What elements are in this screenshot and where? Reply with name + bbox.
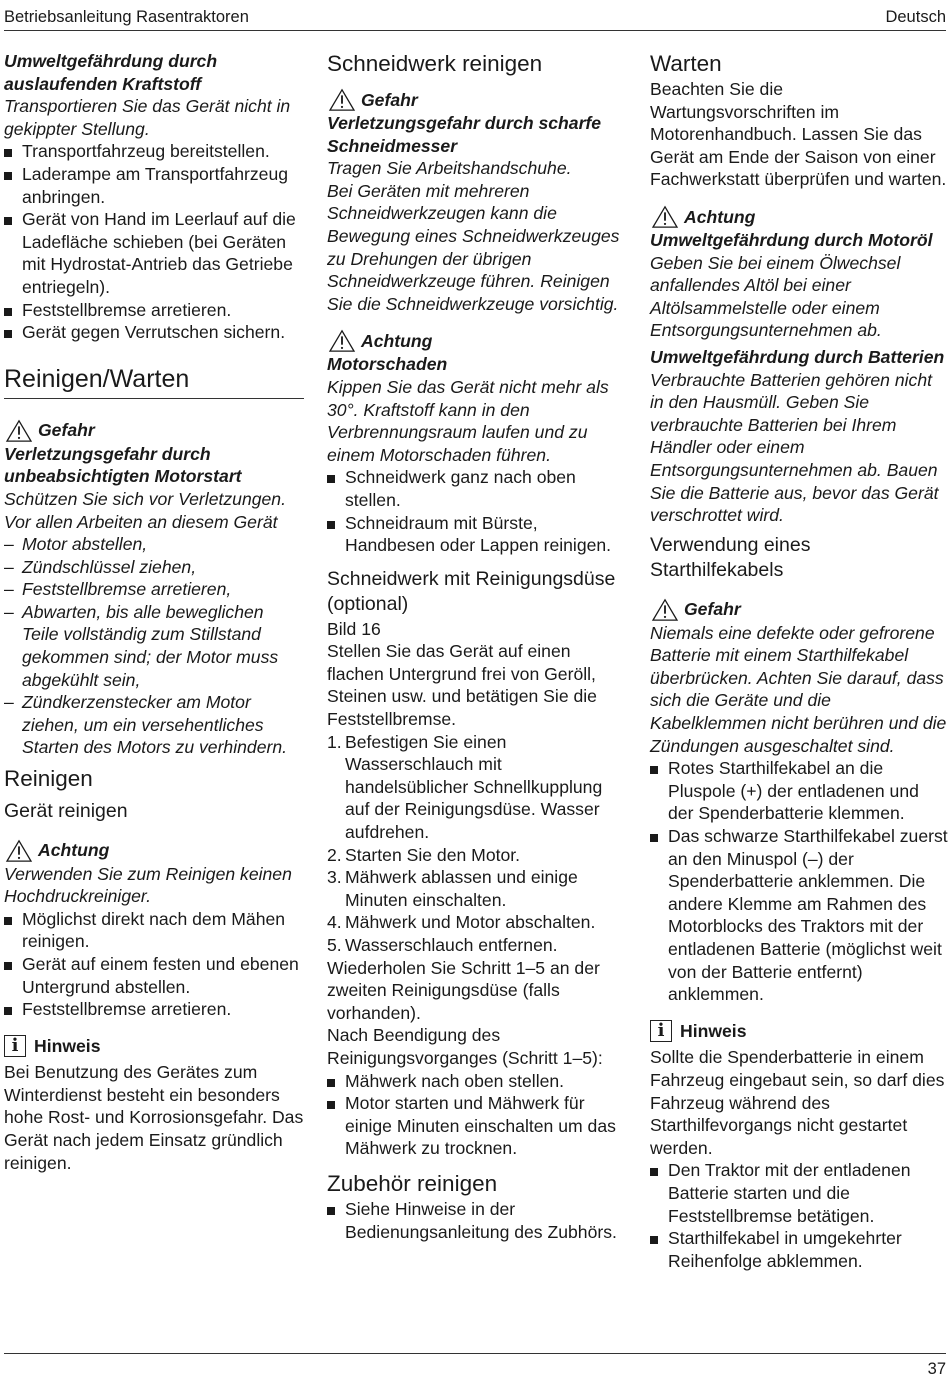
- danger-text: Schützen Sie sich vor Verletzungen. Vor allen Arbeiten an diesem Gerät: [4, 488, 286, 532]
- list-item: – Zündkerzenstecker am Motor ziehen, um ein versehentliches Starten des Motors zu verhindern.: [4, 691, 304, 759]
- caution-sign: [4, 839, 304, 863]
- nozzle-intro: Stellen Sie das Gerät auf einen flachen Untergrund frei von Geröll, Steinen usw. und betätigen Sie die Feststellbremse.: [327, 641, 597, 730]
- transport-list: [4, 140, 304, 343]
- list-item: Siehe Hinweise in der Bedienungsanleitung des Zubhörs.: [327, 1198, 627, 1243]
- list-item: 1. Befestigen Sie einen Wasserschlauch mit handelsüblicher Schnellkupplung auf der Reinigungsdüse. Wasser aufdrehen.: [327, 731, 603, 843]
- list-item: Möglichst direkt nach dem Mähen reinigen.: [4, 908, 304, 953]
- oil-text: Geben Sie bei einem Ölwechsel anfallendes Altöl bei einer Altölsammelstelle oder einem Entsorgungsunternehmen ab.: [650, 252, 901, 341]
- repeat-text: Wiederholen Sie Schritt 1–5 an der zweiten Reinigungsdüse (falls vorhanden).: [327, 957, 600, 1023]
- subheading-clean-device: Gerät reinigen: [4, 800, 128, 823]
- list-item: Gerät von Hand im Leerlauf auf die Ladefläche schieben (bei Geräten mit Hydrostat-Antrieb das Getriebe entriegeln).: [4, 208, 304, 298]
- battery-title: Umweltgefährdung durch Batterien: [650, 346, 945, 367]
- note-text: Sollte die Spenderbatterie in einem Fahrzeug eingebaut sein, so darf dies Fahrzeug während des Starthilfevorgangs nicht gestartet werden.: [650, 1047, 945, 1158]
- header-language: Deutsch: [885, 8, 946, 26]
- list-item: Laderampe am Transportfahrzeug anbringen.: [4, 163, 304, 208]
- section-heading-accessory: Zubehör reinigen: [327, 1170, 498, 1196]
- subheading-jump-start: Verwendung eines Starthilfekabels: [650, 533, 811, 582]
- column-right: [650, 50, 948, 1272]
- list-item: Gerät auf einem festen und ebenen Untergrund abstellen.: [4, 953, 304, 998]
- env-warning-title: Umweltgefährdung durch auslaufenden Kraftstoff: [4, 51, 218, 94]
- danger-text: Bei Geräten mit mehreren Schneidwerkzeugen kann die Bewegung eines Schneidwerkzeuges zu Drehungen der übrigen Schneidwerkzeuge führen. Reinigen Sie die Schneidwerkzeuge vorsichtig.: [327, 180, 620, 314]
- cutter-list: [327, 466, 627, 556]
- section-heading-clean-maintain: Reinigen/Warten: [4, 364, 304, 399]
- accessory-list: [327, 1198, 627, 1243]
- list-item: Starthilfekabel in umgekehrter Reihenfolge abklemmen.: [650, 1227, 948, 1272]
- danger-sign: [650, 598, 948, 622]
- list-item: Den Traktor mit der entladenen Batterie starten und die Feststellbremse betätigen.: [650, 1159, 948, 1227]
- list-item: – Feststellbremse arretieren,: [4, 578, 304, 601]
- caution-sign: [327, 329, 627, 353]
- warning-triangle-icon: [650, 598, 680, 622]
- subheading-nozzle: Schneidwerk mit Reinigungsdüse (optional): [327, 567, 616, 616]
- list-item: Transportfahrzeug bereitstellen.: [4, 140, 304, 163]
- warning-triangle-icon: [4, 839, 34, 863]
- section-heading-maintain: Warten: [650, 51, 722, 76]
- list-item: Gerät gegen Verrutschen sichern.: [4, 321, 304, 344]
- list-item: Schneidraum mit Bürste, Handbesen oder Lappen reinigen.: [327, 512, 627, 557]
- footer-divider: [4, 1353, 946, 1354]
- list-item: 4. Mähwerk und Motor abschalten.: [327, 912, 596, 933]
- danger-text: Tragen Sie Arbeitshandschuhe.: [327, 158, 572, 179]
- danger-label: Gefahr: [684, 599, 741, 620]
- warning-triangle-icon: [650, 205, 680, 229]
- warning-triangle-icon: [4, 419, 34, 443]
- column-left: [4, 50, 304, 1174]
- after-text: Nach Beendigung des Reinigungsvorganges (Schritt 1–5):: [327, 1025, 603, 1068]
- danger-sign: [327, 88, 627, 112]
- list-item: Schneidwerk ganz nach oben stellen.: [327, 466, 627, 511]
- list-item: Feststellbremse arretieren.: [4, 299, 304, 322]
- list-item: Rotes Starthilfekabel an die Pluspole (+) der entladenen und der Spenderbatterie klemmen.: [650, 757, 948, 825]
- caution-title: Motorschaden: [327, 354, 448, 375]
- caution-text: Kippen Sie das Gerät nicht mehr als 30°. Kraftstoff kann in den Verbrennungsraum laufen und zu einem Motorschaden führen.: [327, 376, 609, 465]
- oil-title: Umweltgefährdung durch Motoröl: [650, 229, 933, 250]
- list-item: – Abwarten, bis alle beweglichen Teile vollständig zum Stillstand gekommen sind; der Motor muss abgekühlt sein,: [4, 601, 304, 691]
- figure-ref: Bild 16: [327, 618, 381, 639]
- list-item: 5. Wasserschlauch entfernen.: [327, 935, 558, 955]
- list-item: Motor starten und Mähwerk für einige Minuten einschalten um das Mähwerk zu trocknen.: [327, 1092, 627, 1160]
- warning-triangle-icon: [327, 329, 357, 353]
- list-item: 2. Starten Sie den Motor.: [327, 844, 521, 865]
- note-sign: [650, 1020, 948, 1043]
- caution-text: Verwenden Sie zum Reinigen keinen Hochdruckreiniger.: [4, 863, 292, 907]
- danger-label: Gefahr: [38, 420, 95, 441]
- list-item: Das schwarze Starthilfekabel zuerst an den Minuspol (–) der Spenderbatterie anklemmen. Die andere Klemme am Rahmen des Motorblocks des Traktors mit der entladenen Batterie (möglichst weit von der Batterie entfernt) anklemmen.: [650, 825, 948, 1006]
- list-item: Mähwerk nach oben stellen.: [327, 1070, 627, 1093]
- caution-sign: [650, 205, 948, 229]
- jump-list: [650, 757, 948, 1006]
- danger-steps: [4, 533, 304, 759]
- danger-label: Gefahr: [361, 89, 418, 110]
- note-sign: [4, 1035, 304, 1058]
- nozzle-steps: [327, 731, 627, 957]
- note-text: Bei Benutzung des Gerätes zum Winterdienst besteht ein besonders hohe Rost- und Korrosionsgefahr. Das Gerät nach jedem Einsatz gründlich reinigen.: [4, 1062, 304, 1173]
- warning-triangle-icon: [327, 88, 357, 112]
- list-item: 3. Mähwerk ablassen und einige Minuten einschalten.: [327, 867, 578, 910]
- after-list: [327, 1070, 627, 1160]
- info-i-icon: i: [4, 1035, 26, 1057]
- final-list: [650, 1159, 948, 1272]
- section-heading-cutter: Schneidwerk reinigen: [327, 51, 543, 76]
- column-middle: [327, 50, 627, 1243]
- header-title: Betriebsanleitung Rasentraktoren: [4, 8, 249, 26]
- info-i-icon: i: [650, 1020, 672, 1042]
- list-item: Feststellbremse arretieren.: [4, 998, 304, 1021]
- note-label: Hinweis: [680, 1020, 747, 1041]
- section-heading-clean: Reinigen: [4, 766, 93, 792]
- caution-label: Achtung: [361, 331, 433, 352]
- danger-sign: [4, 419, 304, 443]
- env-warning-text: Transportieren Sie das Gerät nicht in gekippter Stellung.: [4, 96, 291, 139]
- list-item: – Zündschlüssel ziehen,: [4, 556, 304, 579]
- caution-label: Achtung: [684, 206, 756, 227]
- danger-title: Verletzungsgefahr durch unbeabsichtigten Motorstart: [4, 443, 242, 487]
- list-item: – Motor abstellen,: [4, 533, 304, 556]
- page-header: [4, 8, 946, 31]
- danger-title: Verletzungsgefahr durch scharfe Schneidmesser: [327, 113, 602, 156]
- danger-text: Niemals eine defekte oder gefrorene Batterie mit einem Starthilfekabel überbrücken. Achten Sie darauf, dass sich die Geräte und die Kabelklemmen nicht berühren und die Zündungen ausgeschaltet sind.: [650, 622, 947, 756]
- caution-label: Achtung: [38, 840, 110, 861]
- page-number: 37: [927, 1360, 946, 1378]
- clean-list: [4, 908, 304, 1021]
- note-label: Hinweis: [34, 1035, 101, 1056]
- maintain-text: Beachten Sie die Wartungsvorschriften im Motorenhandbuch. Lassen Sie das Gerät am Ende der Saison von einer Fachwerkstatt überprüfen und warten.: [650, 79, 947, 190]
- battery-text: Verbrauchte Batterien gehören nicht in den Hausmüll. Geben Sie verbrauchte Batterien bei Ihrem Händler oder einem Entsorgungsunternehmen ab. Bauen Sie die Batterie aus, bevor das Gerät verschrottet wird.: [650, 369, 939, 526]
